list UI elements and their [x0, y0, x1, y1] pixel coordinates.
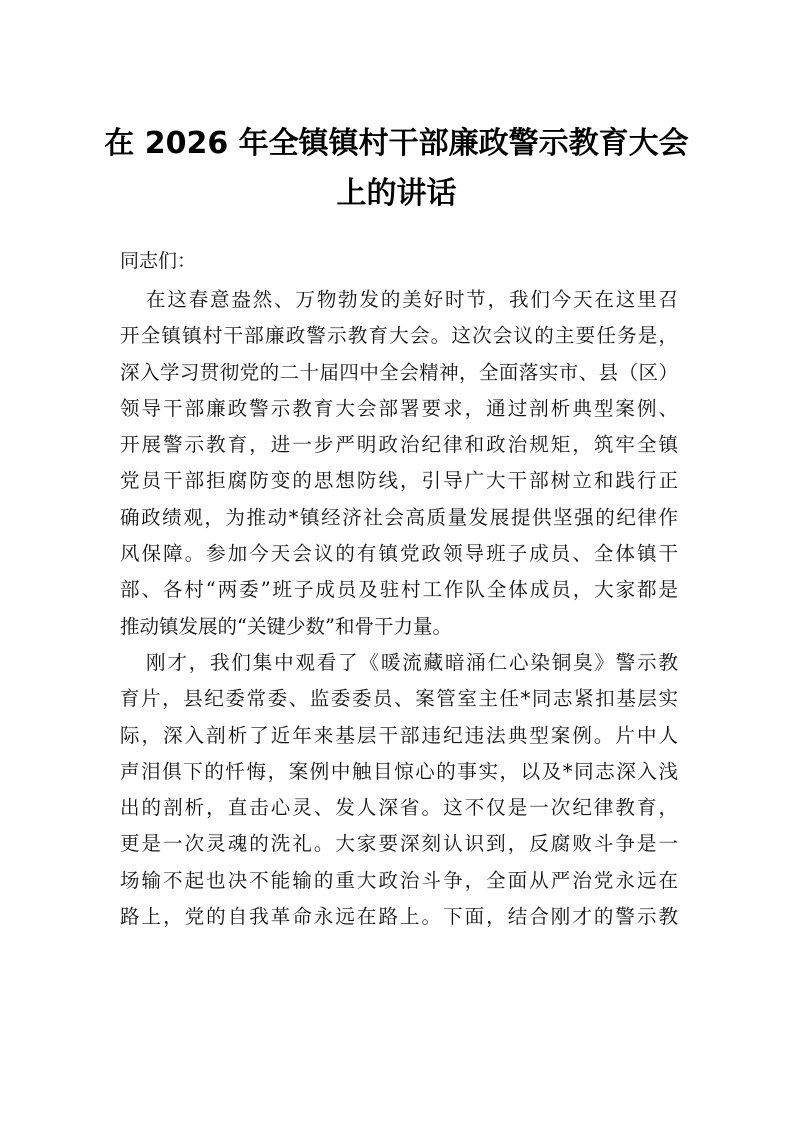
paragraph-1-line: 领导干部廉政警示教育大会部署要求，通过剖析典型案例、 [120, 396, 678, 420]
paragraph-1-line: 开全镇镇村干部廉政警示教育大会。这次会议的主要任务是， [120, 324, 678, 348]
paragraph-1-line: 开展警示教育，进一步严明政治纪律和政治规矩，筑牢全镇 [120, 433, 678, 457]
paragraph-2-line: 际，深入剖析了近年来基层干部违纪违法典型案例。片中人 [120, 723, 678, 747]
paragraph-1-line: 在这春意盎然、万物勃发的美好时节，我们今天在这里召 [146, 288, 678, 311]
paragraph-2-line: 声泪俱下的忏悔，案例中触目惊心的事实，以及*同志深入浅 [120, 759, 678, 783]
paragraph-2-line: 更是一次灵魂的洗礼。大家要深刻认识到，反腐败斗争是一 [120, 832, 678, 856]
paragraph-2-line: 场输不起也决不能输的重大政治斗争，全面从严治党永远在 [120, 868, 678, 892]
document-title-line-2: 上的讲话 [336, 176, 457, 211]
paragraph-2-line: 育片，县纪委常委、监委委员、案管室主任*同志紧扣基层实 [120, 687, 678, 711]
document-title-line-1: 在 2026 年全镇镇村干部廉政警示教育大会 [104, 126, 689, 161]
paragraph-2-line: 刚才，我们集中观看了《暖流藏暗涌仁心染铜臭》警示教 [146, 650, 678, 674]
document-body [120, 285, 678, 938]
paragraph-1-line: 深入学习贯彻党的二十届四中全会精神，全面落实市、县（区） [120, 360, 678, 384]
paragraph-1-line: 风保障。参加今天会议的有镇党政领导班子成员、全体镇干 [120, 542, 678, 566]
paragraph-2-line: 出的剖析，直击心灵、发人深省。这不仅是一次纪律教育， [120, 796, 678, 820]
paragraph-1-line: 部、各村“两委”班子成员及驻村工作队全体成员，大家都是 [120, 578, 678, 602]
salutation: 同志们： [120, 250, 197, 272]
paragraph-1-line: 推动镇发展的“关键少数”和骨干力量。 [120, 614, 452, 638]
paragraph-1-line: 确政绩观，为推动*镇经济社会高质量发展提供坚强的纪律作 [120, 505, 678, 529]
paragraph-1-line: 党员干部拒腐防变的思想防线，引导广大干部树立和践行正 [120, 469, 678, 493]
paragraph-2-line: 路上，党的自我革命永远在路上。下面，结合刚才的警示教 [120, 905, 678, 929]
